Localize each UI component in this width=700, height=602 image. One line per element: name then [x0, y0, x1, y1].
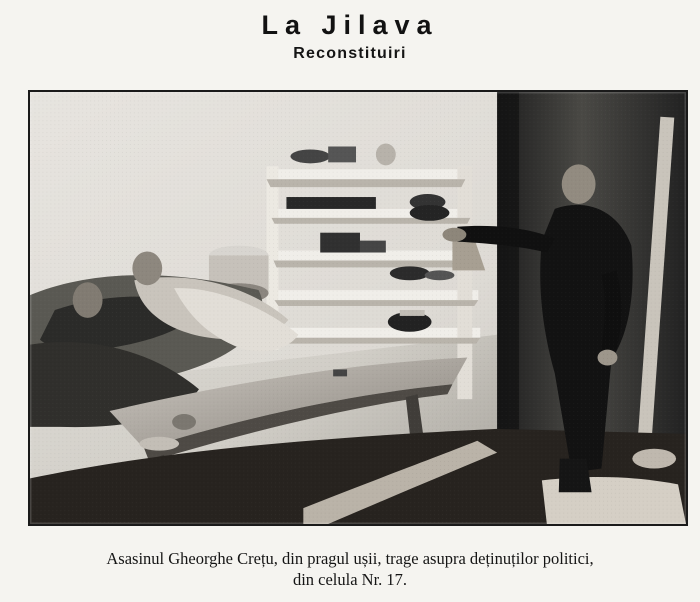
caption-line-1: Asasinul Gheorghe Crețu, din pragul ușii, trage asupra deținuților politici, — [106, 549, 594, 568]
article-subtitle: Reconstituiri — [293, 45, 407, 62]
caption-line-2: din celula Nr. 17. — [292, 570, 408, 589]
article-title: La Jilava — [261, 10, 439, 40]
photo-illustration — [30, 92, 686, 524]
photo-grain — [30, 92, 686, 524]
reconstruction-photo — [28, 90, 688, 526]
photo-caption — [0, 548, 700, 590]
